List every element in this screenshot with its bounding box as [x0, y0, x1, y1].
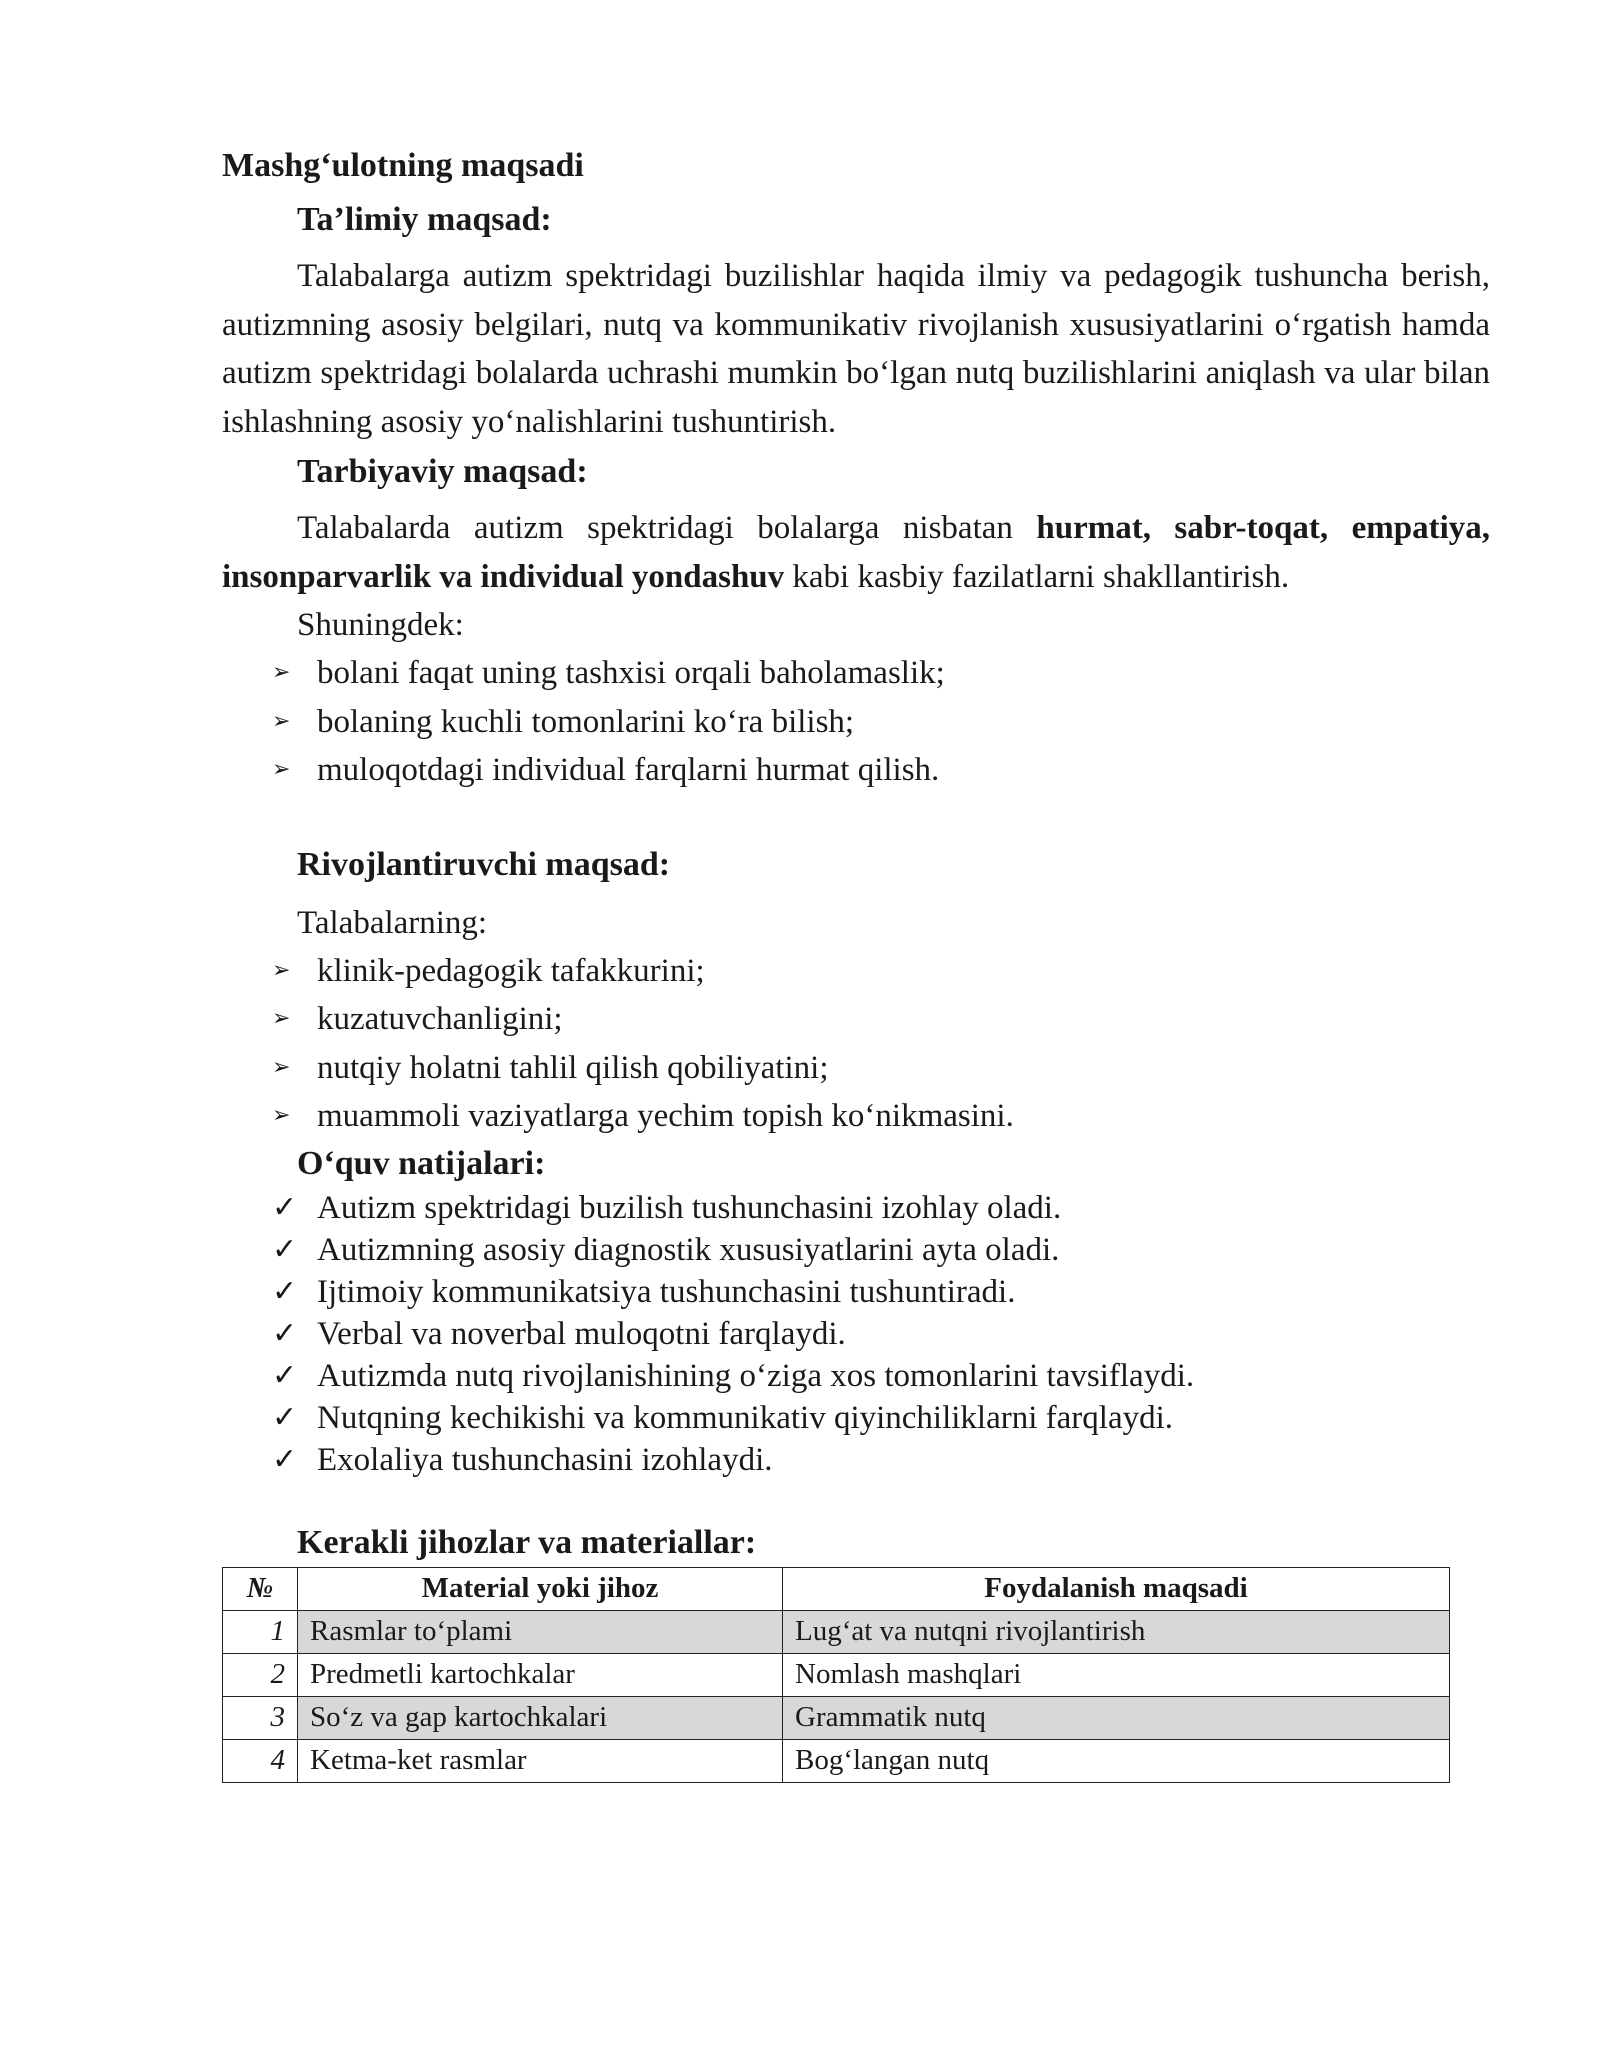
list-item-text: Verbal va noverbal muloqotni farqlaydi. [317, 1315, 846, 1352]
arrowhead-bullet-icon: ➢ [272, 1103, 291, 1128]
list-item-text: Autizmda nutq rivojlanishining o‘ziga xos tomonlarini tavsiflaydi. [317, 1357, 1195, 1394]
checkmark-icon: ✓ [272, 1357, 298, 1393]
checkmark-icon: ✓ [272, 1399, 298, 1435]
tarbiyaviy-heading: Tarbiyaviy maqsad: [297, 453, 588, 490]
list-item-text: Exolaliya tushunchasini izohlaydi. [317, 1441, 773, 1478]
list-item-text: bolani faqat uning tashxisi orqali baholamaslik; [317, 655, 945, 691]
spacer [222, 795, 1490, 839]
checkmark-icon: ✓ [272, 1189, 298, 1225]
arrowhead-bullet-icon: ➢ [272, 1054, 291, 1080]
list-item [222, 1397, 1490, 1439]
row-number: 3 [223, 1696, 298, 1739]
checkmark-icon: ✓ [272, 1441, 298, 1477]
list-item-text: muloqotdagi individual farqlarni hurmat qilish. [317, 752, 940, 788]
rivojlantiruvchi-heading: Rivojlantiruvchi maqsad: [297, 845, 671, 883]
list-item [222, 1439, 1490, 1481]
header-number: № [223, 1567, 298, 1610]
checkmark-icon: ✓ [272, 1231, 298, 1267]
list-item [222, 1355, 1490, 1397]
row-purpose: Grammatik nutq [783, 1696, 1450, 1739]
natijalar-list [222, 1187, 1490, 1481]
row-number: 4 [223, 1739, 298, 1782]
arrowhead-bullet-icon: ➢ [272, 1006, 291, 1031]
header-purpose: Foydalanish maqsadi [783, 1567, 1450, 1610]
list-item-text: Ijtimoiy kommunikatsiya tushunchasini tushuntiradi. [317, 1273, 1016, 1310]
list-item [222, 649, 1490, 698]
list-item [222, 1187, 1490, 1229]
row-purpose: Bog‘langan nutq [783, 1739, 1450, 1782]
list-item [222, 1313, 1490, 1355]
document-page [222, 138, 1490, 1783]
arrowhead-bullet-icon: ➢ [272, 660, 291, 685]
tarbiyaviy-text-bold: hurmat, sabr-toqat, empatiya, insonparvarlik va individual yondashuv [222, 510, 1490, 595]
list-item-text: klinik-pedagogik tafakkurini; [317, 952, 705, 989]
rivojlantiruvchi-lead: Talabalarning: [297, 904, 488, 941]
arrowhead-bullet-icon: ➢ [272, 957, 291, 983]
list-item [222, 1092, 1490, 1141]
list-item-text: Autizmning asosiy diagnostik xususiyatlarini ayta oladi. [317, 1231, 1060, 1268]
checkmark-icon: ✓ [272, 1273, 298, 1309]
list-item [222, 1229, 1490, 1271]
table-header-row [223, 1567, 1450, 1610]
spacer [222, 1481, 1490, 1521]
tarbiyaviy-list [222, 649, 1490, 795]
checkmark-icon: ✓ [272, 1315, 298, 1351]
arrowhead-bullet-icon: ➢ [272, 708, 291, 734]
list-item [222, 698, 1490, 747]
materials-table [222, 1567, 1450, 1783]
table-row [223, 1696, 1450, 1739]
natijalar-heading: O‘quv natijalari: [297, 1144, 546, 1182]
materials-heading: Kerakli jihozlar va materiallar: [297, 1523, 757, 1561]
tarbiyaviy-text-start: Talabalarda autizm spektridagi bolalarga nisbatan [297, 510, 1037, 546]
row-purpose: Lug‘at va nutqni rivojlantirish [783, 1610, 1450, 1653]
list-item [222, 746, 1490, 795]
list-item [222, 947, 1490, 996]
talimiy-paragraph: Talabalarga autizm spektridagi buzilishlar haqida ilmiy va pedagogik tushuncha berish, autizmning asosiy belgilari, nutq va kommunikativ rivojlanish xususiyatlarini o‘rgatish hamda autizm spektridagi bolalarda uchrashi mumkin bo‘lgan nutq buzilishlarini aniqlash va ular bilan ishlashning asosiy yo‘nalishlarini tushuntirish. [222, 258, 1490, 440]
list-item-text: Autizm spektridagi buzilish tushunchasini izohlay oladi. [317, 1189, 1062, 1226]
tarbiyaviy-paragraph [222, 504, 1490, 601]
row-material: Predmetli kartochkalar [298, 1653, 783, 1696]
list-item [222, 1044, 1490, 1093]
table-row [223, 1739, 1450, 1782]
list-item [222, 1271, 1490, 1313]
row-material: Rasmlar to‘plami [298, 1610, 783, 1653]
row-material: Ketma-ket rasmlar [298, 1739, 783, 1782]
list-item-text: bolaning kuchli tomonlarini ko‘ra bilish; [317, 703, 855, 740]
table-row [223, 1653, 1450, 1696]
header-material: Material yoki jihoz [298, 1567, 783, 1610]
tarbiyaviy-text-end: kabi kasbiy fazilatlarni shakllantirish. [784, 558, 1290, 595]
list-item-text: nutqiy holatni tahlil qilish qobiliyatini; [317, 1049, 829, 1086]
talimiy-heading: Ta’limiy maqsad: [297, 201, 552, 238]
tarbiyaviy-lead: Shuningdek: [297, 607, 464, 643]
list-item [222, 995, 1490, 1044]
rivojlantiruvchi-list [222, 947, 1490, 1141]
page-title: Mashg‘ulotning maqsadi [222, 147, 584, 184]
row-purpose: Nomlash mashqlari [783, 1653, 1450, 1696]
row-material: So‘z va gap kartochkalari [298, 1696, 783, 1739]
list-item-text: muammoli vaziyatlarga yechim topish ko‘nikmasini. [317, 1098, 1014, 1134]
table-row [223, 1610, 1450, 1653]
arrowhead-bullet-icon: ➢ [272, 757, 291, 782]
list-item-text: kuzatuvchanligini; [317, 1001, 563, 1037]
list-item-text: Nutqning kechikishi va kommunikativ qiyinchiliklarni farqlaydi. [317, 1399, 1174, 1436]
row-number: 2 [223, 1653, 298, 1696]
row-number: 1 [223, 1610, 298, 1653]
